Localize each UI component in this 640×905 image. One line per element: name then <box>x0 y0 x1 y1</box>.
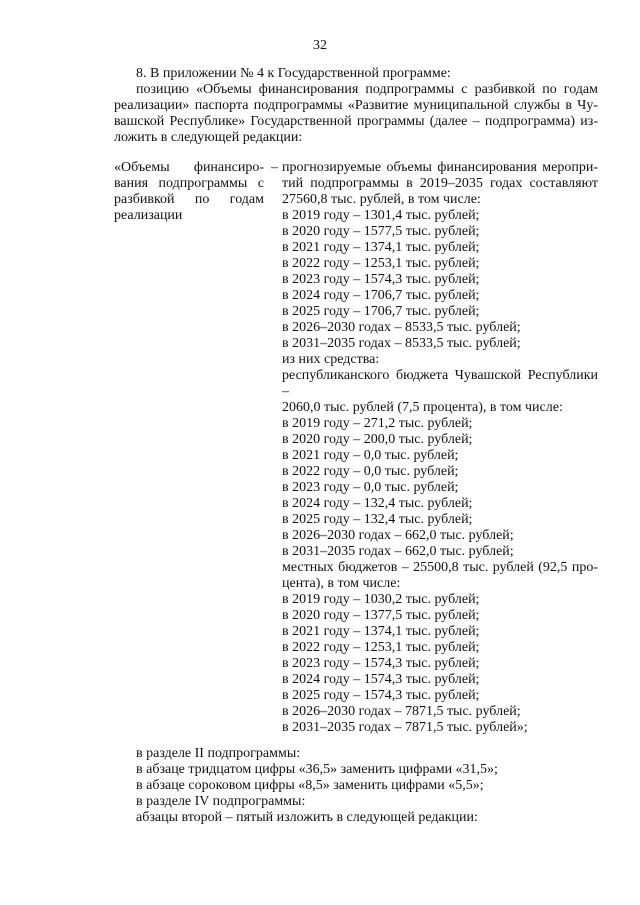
content-line: в 2025 году – 132,4 тыс. рублей; <box>282 512 473 527</box>
content-line: в 2021 году – 1374,1 тыс. рублей; <box>282 240 480 255</box>
content-line: в 2022 году – 1253,1 тыс. рублей; <box>282 256 480 271</box>
intro-line: 8. В приложении № 4 к Государственной программе: <box>136 66 451 81</box>
content-line: в 2026–2030 годах – 8533,5 тыс. рублей; <box>282 320 521 335</box>
amendment-line: в разделе IV подпрограммы: <box>136 794 306 809</box>
content-line: из них средства: <box>282 352 380 367</box>
label-line: «Объемы финансиро- <box>114 160 264 175</box>
content-line: 27560,8 тыс. рублей, в том числе: <box>282 192 481 207</box>
content-line: в 2031–2035 годах – 7871,5 тыс. рублей»; <box>282 720 528 735</box>
content-line: в 2026–2030 годах – 7871,5 тыс. рублей; <box>282 704 521 719</box>
content-line: прогнозируемые объемы финансирования меропри- <box>282 160 598 175</box>
content-line: в 2019 году – 1030,2 тыс. рублей; <box>282 592 480 607</box>
content-line: в 2024 году – 1574,3 тыс. рублей; <box>282 672 480 687</box>
content-line: в 2023 году – 0,0 тыс. рублей; <box>282 480 459 495</box>
amendment-line: в абзаце тридцатом цифры «36,5» заменить цифрами «31,5»; <box>136 762 498 777</box>
separator-dash: – <box>271 160 278 175</box>
amendments-list <box>136 746 606 826</box>
content-line: в 2023 году – 1574,3 тыс. рублей; <box>282 656 480 671</box>
content-line: в 2020 году – 1377,5 тыс. рублей; <box>282 608 480 623</box>
content-line: в 2024 году – 1706,7 тыс. рублей; <box>282 288 480 303</box>
intro-line: реализации» паспорта подпрограммы «Развитие муниципальной службы в Чу- <box>114 98 598 113</box>
intro-line: вашской Республике» Государственной программы (далее – подпрограмма) из- <box>114 114 598 129</box>
content-line: в 2022 году – 1253,1 тыс. рублей; <box>282 640 480 655</box>
content-line: в 2024 году – 132,4 тыс. рублей; <box>282 496 473 511</box>
label-line: разбивкой по годам <box>114 192 264 207</box>
content-line: в 2019 году – 271,2 тыс. рублей; <box>282 416 473 431</box>
content-line: 2060,0 тыс. рублей (7,5 процента), в том числе: <box>282 400 563 415</box>
position-label <box>114 160 264 224</box>
intro-paragraph <box>114 66 598 146</box>
amendment-line: абзацы второй – пятый изложить в следующей редакции: <box>136 810 478 825</box>
intro-line: ложить в следующей редакции: <box>114 130 303 145</box>
amendment-line: в абзаце сороковом цифры «8,5» заменить цифрами «5,5»; <box>136 778 484 793</box>
content-line: в 2031–2035 годах – 662,0 тыс. рублей; <box>282 544 514 559</box>
label-line: вания подпрограммы с <box>114 176 264 191</box>
content-line: в 2021 году – 1374,1 тыс. рублей; <box>282 624 480 639</box>
content-line: в 2020 году – 1577,5 тыс. рублей; <box>282 224 480 239</box>
content-line: в 2026–2030 годах – 662,0 тыс. рублей; <box>282 528 514 543</box>
content-line: в 2023 году – 1574,3 тыс. рублей; <box>282 272 480 287</box>
content-line: тий подпрограммы в 2019–2035 годах составляют <box>282 176 598 191</box>
content-line: в 2021 году – 0,0 тыс. рублей; <box>282 448 459 463</box>
position-content <box>282 160 598 736</box>
content-line: в 2031–2035 годах – 8533,5 тыс. рублей; <box>282 336 521 351</box>
content-line: в 2022 году – 0,0 тыс. рублей; <box>282 464 459 479</box>
content-line: в 2025 году – 1706,7 тыс. рублей; <box>282 304 480 319</box>
page-number: 32 <box>313 38 327 53</box>
content-line: в 2020 году – 200,0 тыс. рублей; <box>282 432 473 447</box>
amendment-line: в разделе II подпрограммы: <box>136 746 301 761</box>
content-line: местных бюджетов – 25500,8 тыс. рублей (92,5 про- <box>282 560 598 575</box>
label-line: реализации <box>114 208 183 223</box>
content-line: республиканского бюджета Чувашской Республики – <box>282 368 598 399</box>
content-line: в 2019 году – 1301,4 тыс. рублей; <box>282 208 480 223</box>
content-line: цента), в том числе: <box>282 576 401 591</box>
content-line: в 2025 году – 1574,3 тыс. рублей; <box>282 688 480 703</box>
intro-line: позицию «Объемы финансирования подпрограммы с разбивкой по годам <box>136 82 598 97</box>
